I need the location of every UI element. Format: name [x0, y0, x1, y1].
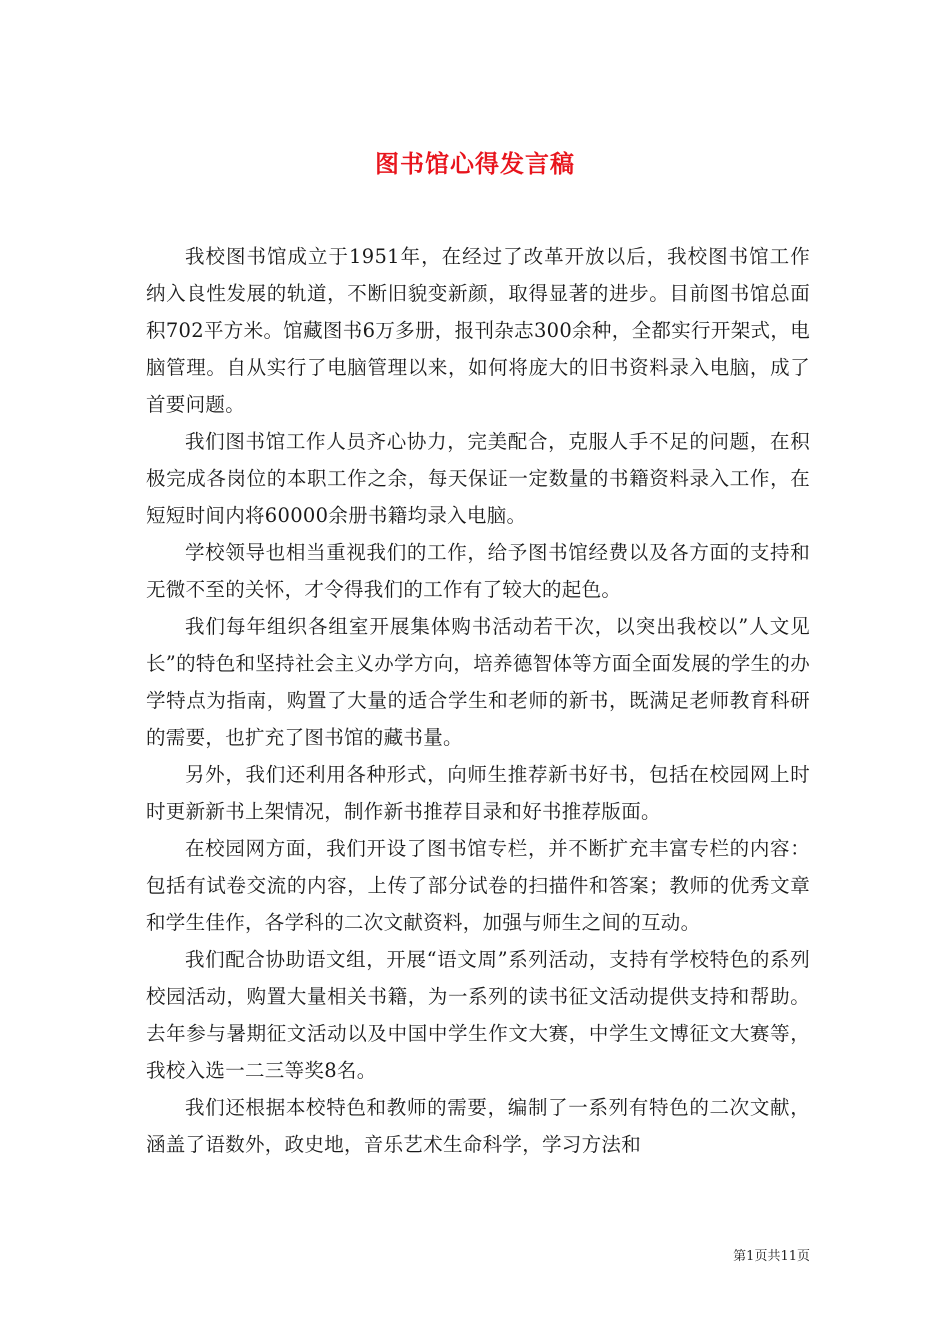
paragraph: 我们图书馆工作人员齐心协力，完美配合，克服人手不足的问题，在积极完成各岗位的本职工作之余，每天保证一定数量的书籍资料录入工作，在短短时间内将60000余册书籍均录入电脑。	[146, 430, 810, 527]
paragraph: 在校园网方面，我们开设了图书馆专栏，并不断扩充丰富专栏的内容：包括有试卷交流的内容，上传了部分试卷的扫描件和答案；教师的优秀文章和学生佳作，各学科的二次文献资料，加强与师生之间的互动。	[146, 837, 810, 934]
paragraph: 学校领导也相当重视我们的工作，给予图书馆经费以及各方面的支持和无微不至的关怀，才令得我们的工作有了较大的起色。	[146, 541, 810, 601]
paragraph: 另外，我们还利用各种形式，向师生推荐新书好书，包括在校园网上时时更新新书上架情况，制作新书推荐目录和好书推荐版面。	[146, 763, 810, 823]
paragraph: 我校图书馆成立于1951年，在经过了改革开放以后，我校图书馆工作纳入良性发展的轨道，不断旧貌变新颜，取得显著的进步。目前图书馆总面积702平方米。馆藏图书6万多册，报刊杂志300余种，全都实行开架式，电脑管理。自从实行了电脑管理以来，如何将庞大的旧书资料录入电脑，成了首要问题。	[146, 245, 810, 416]
paragraph: 我们配合协助语文组，开展“语文周”系列活动，支持有学校特色的系列校园活动，购置大量相关书籍，为一系列的读书征文活动提供支持和帮助。去年参与暑期征文活动以及中国中学生作文大赛，中学生文博征文大赛等，我校入选一二三等奖8名。	[146, 948, 810, 1082]
document-title: 图书馆心得发言稿	[375, 149, 575, 179]
paragraph: 我们每年组织各组室开展集体购书活动若干次，以突出我校以”人文见长”的特色和坚持社会主义办学方向，培养德智体等方面全面发展的学生的办学特点为指南，购置了大量的适合学生和老师的新书，既满足老师教育科研的需要，也扩充了图书馆的藏书量。	[146, 615, 810, 749]
page-number-footer: 第1页共11页	[733, 1249, 810, 1264]
document-body	[146, 238, 810, 1163]
paragraph: 我们还根据本校特色和教师的需要，编制了一系列有特色的二次文献，涵盖了语数外，政史地，音乐艺术生命科学，学习方法和	[146, 1096, 810, 1156]
